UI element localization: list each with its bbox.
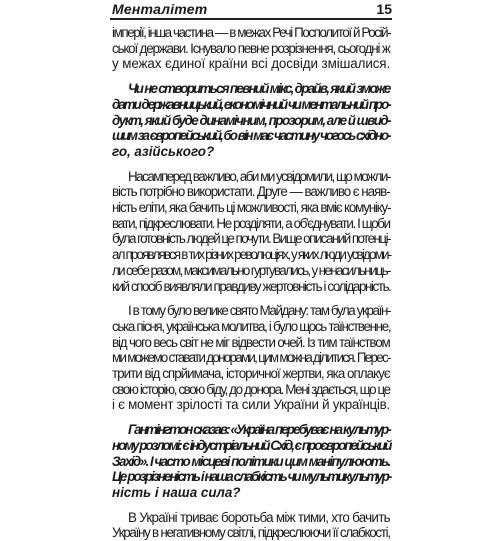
text-line: ність еліти, яка бачить ці можливості, яка вміє комуніку- xyxy=(112,200,391,216)
text-line: у межах єдиної країни всі досвіди змішалися. xyxy=(112,56,391,72)
text-line: дукт, який буде динамічним, прозорим, але й швид- xyxy=(112,112,391,128)
chapter-title: Менталітет xyxy=(112,1,208,17)
text-line: ська пісня, українська молитва, і було щось таїнственне, xyxy=(112,318,391,334)
text-line: І в тому було велике свято Майдану: там була україн- xyxy=(128,303,391,319)
text-line: вість потрібно використати. Друге — важливо є наяв- xyxy=(112,184,390,200)
text-line: вати, підкреслювати. Не розділяти, а об'єднувати. І щоби xyxy=(112,215,390,231)
answer-paragraph xyxy=(112,510,390,541)
text-line: ність і наша сила? xyxy=(112,484,241,500)
text-line: дати державницький, економічний чи ментальний про- xyxy=(112,96,390,112)
text-line: і є момент зрілості та сили України й українців. xyxy=(112,397,390,413)
text-line: Гантінгтон сказав: «Україна перебуває на культур- xyxy=(128,422,390,438)
text-line: імперії, інша частина — в межах Речі Посполитої й Росій- xyxy=(112,25,391,40)
text-line: Чи не створиться певний мікс, драйв, який зможе xyxy=(128,81,390,97)
text-line: свою історію, свою біду, до донора. Мені здається, що це xyxy=(112,381,390,397)
page-body xyxy=(112,25,390,541)
answer-paragraph xyxy=(112,303,390,413)
text-line: Насамперед важливо, аби ми усвідомили, що можли- xyxy=(128,168,390,184)
text-line: від чого весь світ не міг відвести очей. Із тим таїнством xyxy=(112,334,390,350)
text-line: була готовність людей це почути. Вище описаний потенці- xyxy=(112,231,390,247)
text-line: ли себе разом, максимально гуртувались, у ненасильниць- xyxy=(112,262,390,278)
text-line: ному розломі: є індустріальний Схід, є проєвропейський xyxy=(112,437,391,453)
text-line: ми можемо ставати донорами, цим можна ділитися. Перес- xyxy=(112,350,390,366)
text-line: го, азійського? xyxy=(112,143,215,159)
text-line: Україну в негативному світлі, підкреслюючи її слабкості, xyxy=(112,525,390,541)
interview-question xyxy=(112,422,390,501)
text-line: ал проявлявся в тих різних революціях, у яких люди усвідоми- xyxy=(112,247,391,263)
page-number: 15 xyxy=(376,1,392,17)
text-line: ської держави. Існувало певне розрізнення, сьогодні ж xyxy=(112,40,390,56)
text-line: трити від спрйимача, історичної жертви, яка оплакує xyxy=(112,366,390,382)
paragraph-continuation xyxy=(112,25,390,72)
answer-paragraph xyxy=(112,169,390,295)
text-line: Захід». І часто місцеві політики цим маніпулюють. xyxy=(112,453,390,469)
running-header xyxy=(110,0,392,20)
text-line: В Україні триває боротьба між тими, хто бачить xyxy=(128,509,390,525)
text-line: шим за європейський, бо він має частину чогось східно- xyxy=(112,128,390,144)
text-line: Це розрізненість і наша слабкість чи мультикультур- xyxy=(112,469,391,485)
text-line: кий спосіб виявляли правдиву жертовність і солідарність. xyxy=(112,278,391,294)
interview-question xyxy=(112,81,390,160)
